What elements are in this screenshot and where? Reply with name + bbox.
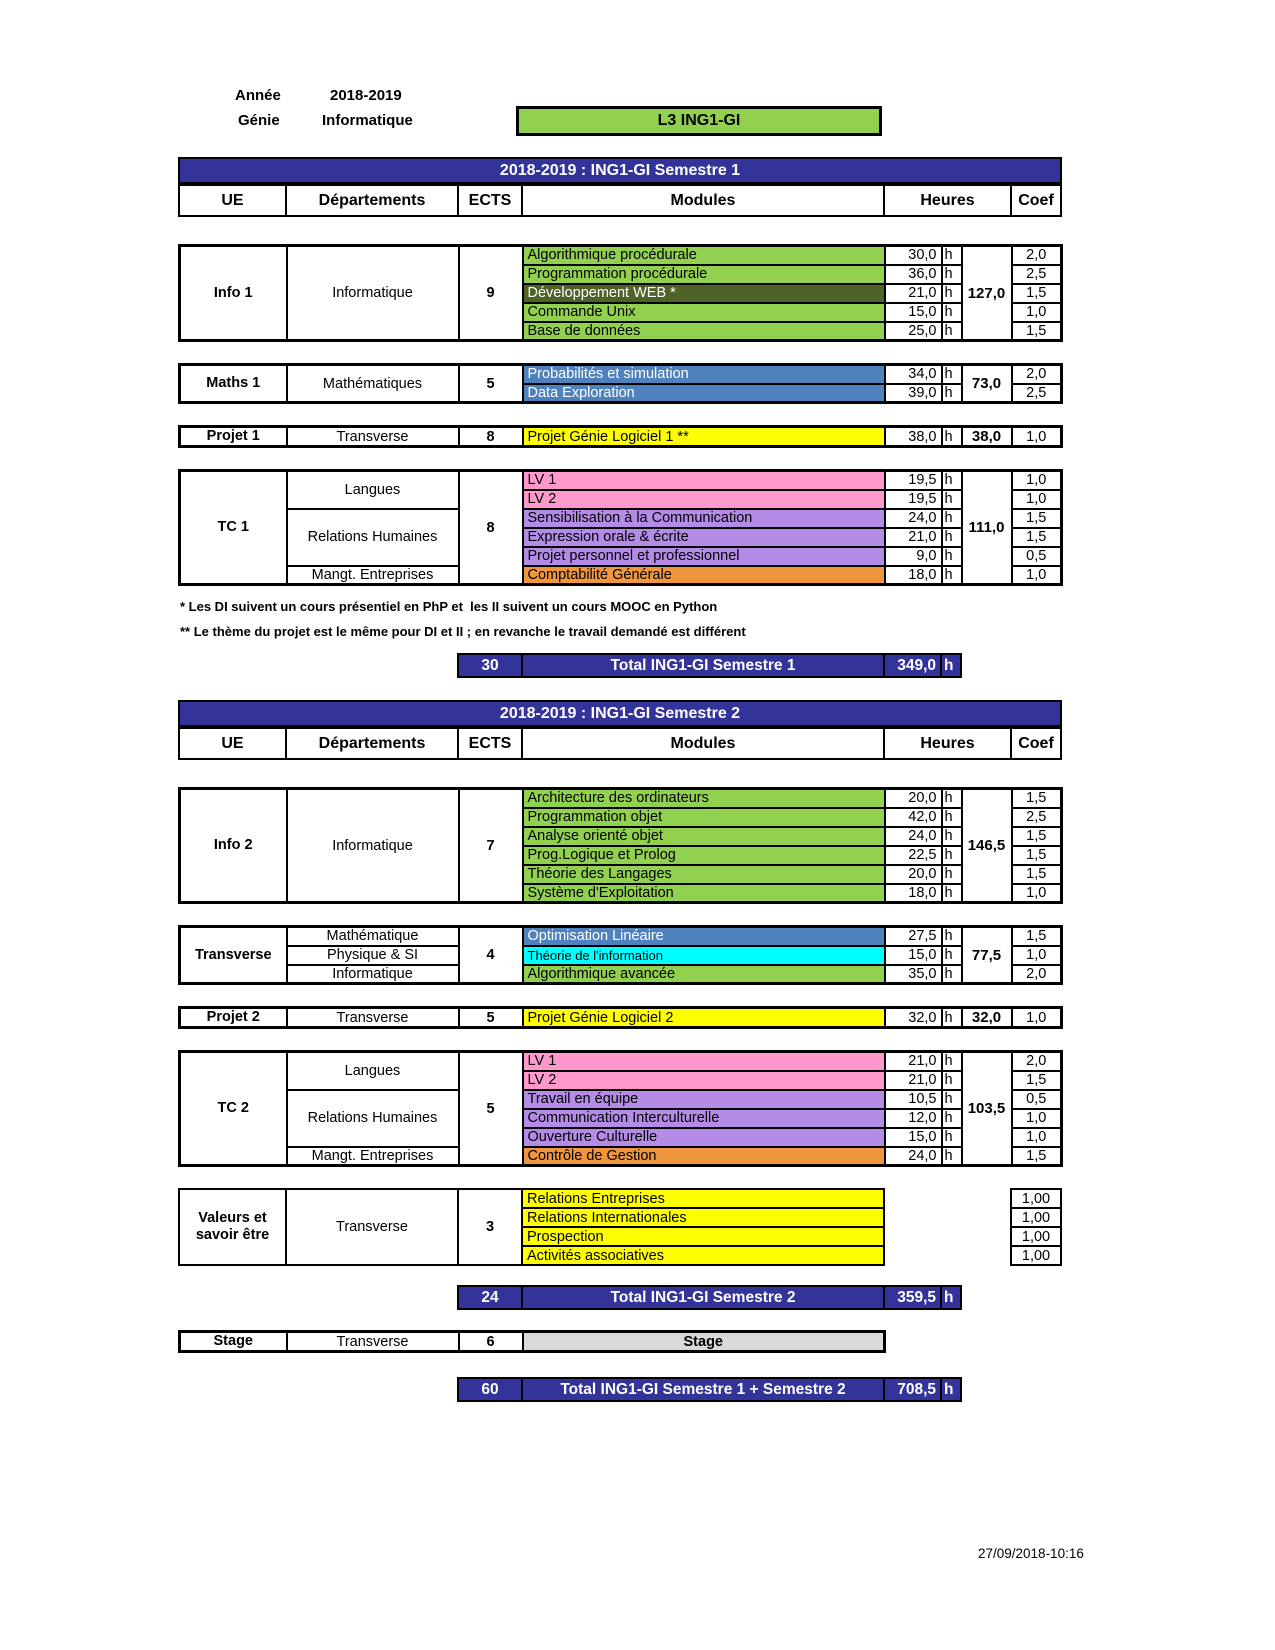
heures-cell: 30,0 [885,246,942,265]
module-row [180,965,1062,984]
hour-unit-cell: h [942,846,962,865]
coef-cell: 1,00 [1011,1227,1061,1246]
semester2-total-ects: 24 [458,1286,522,1309]
column-header-heures: Heures [884,728,1011,759]
hour-unit-cell: h [942,808,962,827]
coef-cell: 1,5 [1012,846,1062,865]
heures-spacer [884,1189,1011,1208]
heures-cell: 12,0 [885,1109,942,1128]
module-row [180,365,1062,384]
coef-cell: 2,5 [1012,384,1062,403]
coef-cell: 1,00 [1011,1208,1061,1227]
hour-unit-cell: h [942,384,962,403]
ects-cell: 8 [459,471,523,585]
coef-cell: 2,5 [1012,265,1062,284]
grand-total-bar [457,1377,962,1402]
heures-cell: 10,5 [885,1090,942,1109]
coef-cell: 1,0 [1012,1008,1062,1028]
heures-total-cell: 73,0 [962,365,1012,403]
heures-cell: 25,0 [885,322,942,341]
coef-cell: 1,0 [1012,1109,1062,1128]
heures-cell: 22,5 [885,846,942,865]
hour-unit-cell: h [942,246,962,265]
main-content [178,157,1073,1402]
hour-unit-cell: h [942,1071,962,1090]
semester1-total-heures: 349,0 [884,654,941,677]
heures-cell: 42,0 [885,808,942,827]
semester2-column-headers [178,727,1062,760]
heures-cell: 20,0 [885,865,942,884]
departement-cell: Informatique [287,965,459,984]
coef-cell: 1,00 [1011,1189,1061,1208]
module-cell: Projet Génie Logiciel 2 [523,1008,885,1028]
hour-unit-cell: h [942,965,962,984]
hour-unit-cell: h [942,509,962,528]
heures-cell: 21,0 [885,1052,942,1071]
column-header-departements: Départements [286,728,458,759]
grand-total-label: Total ING1-GI Semestre 1 + Semestre 2 [522,1378,884,1401]
coef-cell: 1,0 [1012,303,1062,322]
module-row [180,789,1062,808]
column-header-ects: ECTS [458,728,522,759]
grand-total-row [457,1377,1073,1402]
module-cell: Théorie de l'information [523,946,885,965]
ue-cell: Info 1 [180,246,287,341]
heures-spacer [884,1227,1011,1246]
module-cell: Système d'Exploitation [523,884,885,903]
hour-unit-cell: h [942,528,962,547]
heures-cell: 21,0 [885,1071,942,1090]
ue-block-transverse [178,925,1063,985]
coef-cell: 1,0 [1012,471,1062,490]
semester2-total-heures: 359,5 [884,1286,941,1309]
departement-cell: Relations Humaines [287,509,459,566]
departement-cell: Transverse [286,1189,458,1265]
module-cell: LV 2 [523,1071,885,1090]
ue-block-info-1 [178,244,1063,342]
heures-cell: 39,0 [885,384,942,403]
hour-unit-cell: h [942,566,962,585]
semester1-total-bar [457,653,962,678]
heures-spacer [884,1208,1011,1227]
footnotes [180,599,1073,639]
column-header-heures: Heures [884,185,1011,216]
hour-unit-cell: h [942,547,962,566]
ects-cell: 4 [459,927,523,984]
coef-cell: 1,5 [1012,284,1062,303]
column-header-ects: ECTS [458,185,522,216]
module-cell: Algorithmique avancée [523,965,885,984]
ue-block-maths-1 [178,363,1063,404]
module-cell: Prog.Logique et Prolog [523,846,885,865]
heures-cell: 9,0 [885,547,942,566]
coef-cell: 1,5 [1012,322,1062,341]
ue-block-tc-1 [178,469,1063,586]
coef-cell: 1,0 [1012,946,1062,965]
column-header-departements: Départements [286,185,458,216]
semester2-title-bar: 2018-2019 : ING1-GI Semestre 2 [178,700,1062,727]
hour-unit-cell: h [942,1090,962,1109]
semester1-column-headers [178,184,1062,217]
coef-cell: 1,0 [1012,490,1062,509]
heures-total-cell: 77,5 [962,927,1012,984]
module-cell: Algorithmique procédurale [523,246,885,265]
ue-cell: Transverse [180,927,287,984]
hour-unit-cell: h [942,1052,962,1071]
module-row [180,927,1062,946]
hour-unit-cell: h [942,927,962,946]
coef-cell: 2,0 [1012,365,1062,384]
semester1-total-hour-unit: h [941,654,961,677]
coef-cell: 2,0 [1012,246,1062,265]
ue-cell: Projet 2 [180,1008,287,1028]
module-cell: Ouverture Culturelle [523,1128,885,1147]
semester1-blocks [178,244,1073,586]
departement-cell: Relations Humaines [287,1090,459,1147]
annee-label: Année [235,87,281,104]
footnote-2: ** Le thème du projet est le même pour DI et II ; en revanche le travail demandé est différent [180,624,746,639]
coef-cell: 1,5 [1012,827,1062,846]
stage-departement-cell: Transverse [287,1332,459,1352]
ue-cell: TC 1 [180,471,287,585]
departement-cell: Mangt. Entreprises [287,566,459,585]
departement-cell: Mangt. Entreprises [287,1147,459,1166]
heures-cell: 18,0 [885,566,942,585]
heures-total-cell: 32,0 [962,1008,1012,1028]
stage-section [178,1330,1073,1353]
ue-block-projet-1 [178,425,1063,448]
ue-block-info-2 [178,787,1063,904]
coef-cell: 2,5 [1012,808,1062,827]
departement-cell: Physique & SI [287,946,459,965]
stage-ects-cell: 6 [459,1332,523,1352]
module-cell: Relations Entreprises [522,1189,884,1208]
heures-cell: 36,0 [885,265,942,284]
module-row [180,427,1062,447]
heures-cell: 34,0 [885,365,942,384]
ue-cell: Projet 1 [180,427,287,447]
annee-value: 2018-2019 [330,87,402,104]
module-row [179,1189,1061,1208]
ue-cell: Valeurs et savoir être [179,1189,286,1265]
heures-cell: 21,0 [885,528,942,547]
module-cell: Travail en équipe [523,1090,885,1109]
hour-unit-cell: h [942,1128,962,1147]
column-header-coef: Coef [1011,728,1061,759]
coef-cell: 1,5 [1012,1071,1062,1090]
heures-cell: 21,0 [885,284,942,303]
module-row [180,946,1062,965]
module-cell: Programmation objet [523,808,885,827]
coef-cell: 0,5 [1012,1090,1062,1109]
coef-cell: 1,0 [1012,1128,1062,1147]
column-header-modules: Modules [522,728,884,759]
module-cell: LV 2 [523,490,885,509]
hour-unit-cell: h [942,265,962,284]
genie-value: Informatique [322,112,413,129]
module-cell: Relations Internationales [522,1208,884,1227]
hour-unit-cell: h [942,490,962,509]
hour-unit-cell: h [942,303,962,322]
module-cell: Contrôle de Gestion [523,1147,885,1166]
hour-unit-cell: h [942,827,962,846]
hour-unit-cell: h [942,946,962,965]
departement-cell: Transverse [287,1008,459,1028]
heures-cell: 32,0 [885,1008,942,1028]
coef-cell: 1,5 [1012,509,1062,528]
coef-cell: 1,5 [1012,789,1062,808]
heures-cell: 15,0 [885,1128,942,1147]
module-cell: Projet Génie Logiciel 1 ** [523,427,885,447]
module-cell: Expression orale & écrite [523,528,885,547]
coef-cell: 1,0 [1012,884,1062,903]
ects-cell: 5 [459,365,523,403]
ue-block-projet-2 [178,1006,1063,1029]
semester1-title-bar: 2018-2019 : ING1-GI Semestre 1 [178,157,1062,184]
heures-cell: 24,0 [885,1147,942,1166]
stage-row [178,1330,886,1353]
grand-total-ects: 60 [458,1378,522,1401]
module-cell: Projet personnel et professionnel [523,547,885,566]
departement-cell: Informatique [287,246,459,341]
ects-cell: 9 [459,246,523,341]
ects-cell: 3 [458,1189,522,1265]
module-cell: LV 1 [523,471,885,490]
departement-cell: Informatique [287,789,459,903]
semester1-total-label: Total ING1-GI Semestre 1 [522,654,884,677]
hour-unit-cell: h [942,884,962,903]
heures-total-cell: 111,0 [962,471,1012,585]
heures-total-cell: 127,0 [962,246,1012,341]
hour-unit-cell: h [942,284,962,303]
module-cell: Probabilités et simulation [523,365,885,384]
ue-cell: Info 2 [180,789,287,903]
coef-cell: 1,00 [1011,1246,1061,1265]
module-cell: Analyse orienté objet [523,827,885,846]
ue-block-tc-2 [178,1050,1063,1167]
hour-unit-cell: h [942,1147,962,1166]
stage-module-cell: Stage [523,1332,885,1352]
stage-ue-cell: Stage [180,1332,287,1352]
hour-unit-cell: h [942,427,962,447]
coef-cell: 1,0 [1012,566,1062,585]
module-cell: LV 1 [523,1052,885,1071]
module-row [180,566,1062,585]
module-cell: Théorie des Langages [523,865,885,884]
heures-total-cell: 103,5 [962,1052,1012,1166]
module-cell: Développement WEB * [523,284,885,303]
heures-cell: 20,0 [885,789,942,808]
module-cell: Commande Unix [523,303,885,322]
column-header-ue: UE [179,728,286,759]
module-cell: Data Exploration [523,384,885,403]
coef-cell: 1,0 [1012,427,1062,447]
ects-cell: 7 [459,789,523,903]
hour-unit-cell: h [942,322,962,341]
departement-cell: Transverse [287,427,459,447]
heures-cell: 24,0 [885,827,942,846]
module-row [180,1147,1062,1166]
heures-cell: 18,0 [885,884,942,903]
heures-spacer [884,1246,1011,1265]
ects-cell: 8 [459,427,523,447]
ue-cell: TC 2 [180,1052,287,1166]
module-row [180,471,1062,490]
grand-total-heures: 708,5 [884,1378,941,1401]
program-title-badge: L3 ING1-GI [516,106,882,136]
module-cell: Prospection [522,1227,884,1246]
semester2-total-bar [457,1285,962,1310]
heures-cell: 19,5 [885,471,942,490]
module-row [180,1090,1062,1109]
module-row [180,246,1062,265]
coef-cell: 2,0 [1012,965,1062,984]
ects-cell: 5 [459,1008,523,1028]
coef-cell: 0,5 [1012,547,1062,566]
module-cell: Architecture des ordinateurs [523,789,885,808]
heures-cell: 19,5 [885,490,942,509]
heures-cell: 27,5 [885,927,942,946]
module-row [180,509,1062,528]
hour-unit-cell: h [942,471,962,490]
departement-cell: Mathématiques [287,365,459,403]
coef-cell: 1,5 [1012,1147,1062,1166]
module-cell: Programmation procédurale [523,265,885,284]
semester2-total-label: Total ING1-GI Semestre 2 [522,1286,884,1309]
departement-cell: Langues [287,1052,459,1090]
module-cell: Sensibilisation à la Communication [523,509,885,528]
semester2-total-row [457,1285,1073,1310]
column-header-ue: UE [179,185,286,216]
hour-unit-cell: h [942,789,962,808]
module-cell: Activités associatives [522,1246,884,1265]
footnote-1: * Les DI suivent un cours présentiel en PhP et les II suivent un cours MOOC en Python [180,599,718,614]
hour-unit-cell: h [942,365,962,384]
heures-cell: 15,0 [885,946,942,965]
hour-unit-cell: h [942,865,962,884]
module-row [180,1008,1062,1028]
genie-label: Génie [238,112,280,129]
module-cell: Optimisation Linéaire [523,927,885,946]
semester1-total-row [457,653,1073,678]
module-cell: Comptabilité Générale [523,566,885,585]
column-header-coef: Coef [1011,185,1061,216]
grand-total-hour-unit: h [941,1378,961,1401]
heures-cell: 35,0 [885,965,942,984]
module-cell: Communication Interculturelle [523,1109,885,1128]
hour-unit-cell: h [942,1008,962,1028]
module-cell: Base de données [523,322,885,341]
heures-cell: 38,0 [885,427,942,447]
coef-cell: 1,5 [1012,528,1062,547]
heures-total-cell: 146,5 [962,789,1012,903]
ue-block-valeurs-et-savoir-tre [178,1188,1062,1266]
heures-cell: 24,0 [885,509,942,528]
departement-cell: Mathématique [287,927,459,946]
semester2-total-hour-unit: h [941,1286,961,1309]
semester2-blocks [178,787,1073,1266]
column-header-modules: Modules [522,185,884,216]
ects-cell: 5 [459,1052,523,1166]
ue-cell: Maths 1 [180,365,287,403]
hour-unit-cell: h [942,1109,962,1128]
coef-cell: 1,5 [1012,865,1062,884]
timestamp: 27/09/2018-10:16 [978,1546,1084,1561]
heures-cell: 15,0 [885,303,942,322]
module-row [180,1052,1062,1071]
heures-total-cell: 38,0 [962,427,1012,447]
coef-cell: 1,5 [1012,927,1062,946]
coef-cell: 2,0 [1012,1052,1062,1071]
semester1-total-ects: 30 [458,654,522,677]
departement-cell: Langues [287,471,459,509]
